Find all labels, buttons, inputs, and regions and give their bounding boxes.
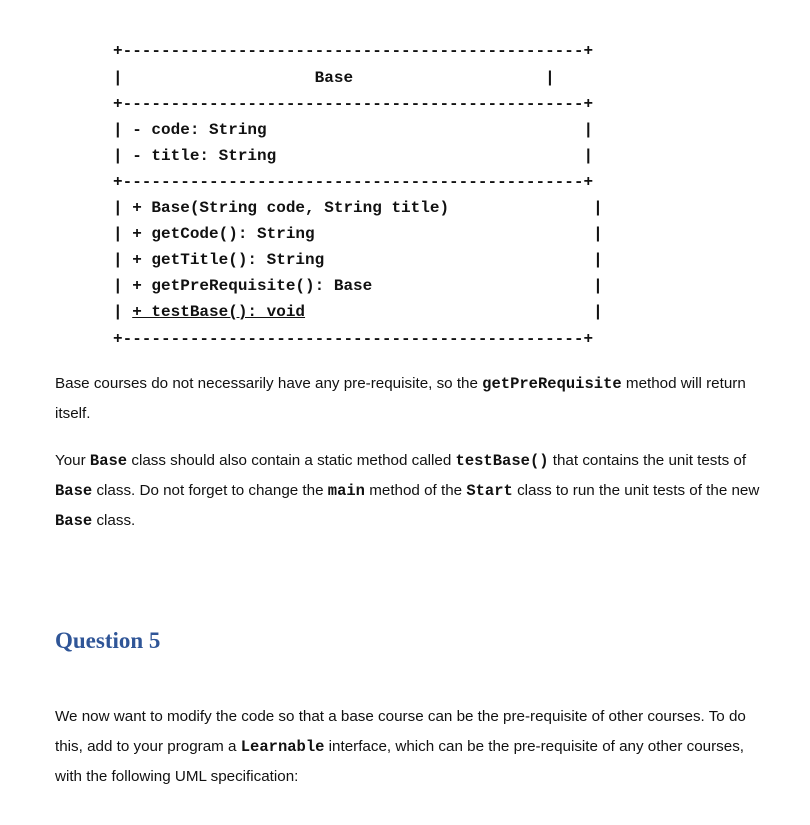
uml-row-classname: | Base | [113,69,555,87]
text: class. [92,512,136,529]
question-heading: Question 5 [55,628,161,653]
uml-border-top: +------------------------------------------------+ [113,42,594,60]
text: method of the [365,482,467,499]
uml-border-bottom: +------------------------------------------------+ [113,330,594,348]
text: class. Do not forget to change the [92,482,328,499]
uml-method-row: | + getTitle(): String | [113,251,603,269]
uml-class-name: Base [314,69,354,87]
uml-static-method: + testBase(): void [132,303,306,321]
uml-attribute-row: | - code: String | [113,121,594,139]
uml-attribute: - title: String [132,147,277,165]
paragraph-testbase [55,446,760,536]
text: interface, which can be the pre-requisite of any other courses, with the following UML specification: [55,738,745,785]
uml-method-row: | + getPreRequisite(): Base | [113,277,603,295]
code-getPreRequisite: getPreRequisite [482,375,622,393]
text: method will return itself. [55,375,746,422]
text: Base courses do not necessarily have any pre-requisite, so the [55,375,483,392]
uml-method-row: | + getCode(): String | [113,225,603,243]
code-Learnable: Learnable [240,738,325,756]
text: class should also contain a static method called [127,452,456,469]
uml-method-row: | + testBase(): void | [113,303,603,321]
code-Base: Base [55,482,93,500]
uml-attribute-row: | - title: String | [113,147,594,165]
uml-border-attributes: +------------------------------------------------+ [113,173,594,191]
text: We now want to modify the code so that a base course can be the pre-requisite of other courses. To do this, add to your program a [55,708,746,755]
paragraph-base-prerequisite [55,369,760,429]
uml-method: + getPreRequisite(): Base [132,277,373,295]
uml-method: + Base(String code, String title) [132,199,450,217]
uml-method: + getCode(): String [132,225,315,243]
code-Start: Start [466,482,513,500]
code-Base: Base [55,512,93,530]
code-testBase: testBase() [455,452,549,470]
code-Base: Base [89,452,128,470]
uml-method-row: | + Base(String code, String title) | [113,199,603,217]
uml-border-header: +------------------------------------------------+ [113,95,594,113]
uml-attribute: - code: String [132,121,267,139]
text: that contains the unit tests of [548,452,747,469]
code-main: main [327,482,365,500]
text: class to run the unit tests of the new [512,482,760,499]
paragraph-learnable [55,702,760,792]
uml-method: + getTitle(): String [132,251,325,269]
text: Your [55,452,90,469]
